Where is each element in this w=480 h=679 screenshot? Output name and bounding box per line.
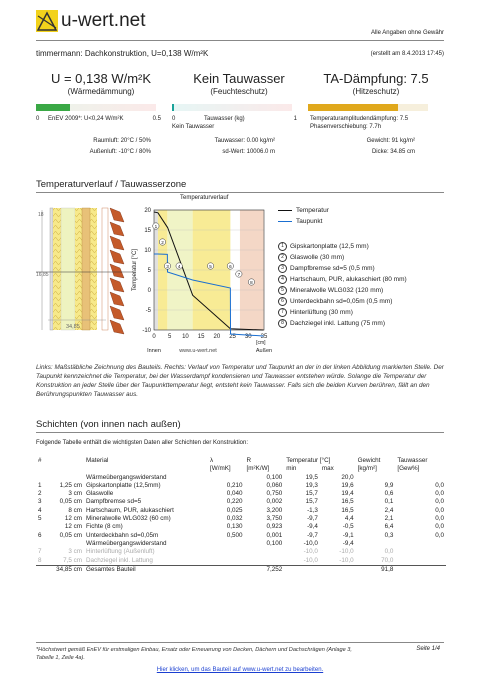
table-cell-lambda: 0,210 <box>226 481 243 489</box>
layers-table <box>36 457 446 574</box>
table-header-row <box>36 457 446 465</box>
x-tick-label: 0 <box>152 334 156 340</box>
layer-legend <box>278 241 448 329</box>
dim-bottom: 34,85 <box>66 324 80 330</box>
table-cell-n: 8 <box>38 556 42 564</box>
metric-u-sub: (Wärmedämmung) <box>67 87 135 96</box>
roof-tile <box>110 222 124 236</box>
total-cell: 34,85 cm <box>48 565 84 574</box>
table-cell-r: 0,100 <box>266 539 283 547</box>
legend-layer-item <box>278 296 448 307</box>
table-cell-w: 6,4 <box>384 523 394 531</box>
table-cell-mat: Hartschaum, PUR, alukaschiert <box>86 506 174 514</box>
info-gewicht: Gewicht: 91 kg/m² <box>366 138 415 144</box>
th-min: min <box>286 465 297 473</box>
roof-tile <box>110 250 124 264</box>
table-cell-min: -10,0 <box>303 539 318 547</box>
legend-layer-label: Dampfbremse sd=5 (0,5 mm) <box>290 265 375 272</box>
y-axis-label: Temperatur [°C] <box>132 248 138 292</box>
tau-scale <box>172 104 292 111</box>
table-cell-min: -9,4 <box>307 523 318 531</box>
table-cell-lambda: 0,032 <box>226 515 243 523</box>
table-cell-max: -0,5 <box>342 523 354 531</box>
x-tick-label: 25 <box>229 334 236 340</box>
table-cell-r: 3,750 <box>266 515 283 523</box>
doc-title: timmermann: Dachkonstruktion, U=0,138 W/m²K <box>36 49 209 58</box>
table-cell-r: 0,002 <box>266 498 283 506</box>
table-cell-thick: 12 cm <box>64 515 82 523</box>
th-weight: Gewicht <box>357 457 381 464</box>
th-tau-unit: [Gew%] <box>397 465 420 473</box>
table-cell-r: 0,923 <box>266 523 283 531</box>
legend-layer-number: 7 <box>278 308 287 317</box>
layer-marker-number: 3 <box>166 263 169 269</box>
table-row <box>36 474 446 482</box>
table-cell-n: 1 <box>38 481 42 489</box>
table-cell-n: 5 <box>38 515 42 523</box>
metric-ta-value: TA-Dämpfung: 7.5 <box>323 71 429 86</box>
table-cell-r: 3,200 <box>266 506 283 514</box>
table-cell-lambda: 0,130 <box>226 523 243 531</box>
table-cell-w: 0,3 <box>384 531 394 539</box>
legend-layer-label: Dachziegel inkl. Lattung (75 mm) <box>290 320 386 327</box>
table-cell-w: 70,0 <box>381 556 394 564</box>
table-row <box>36 557 446 566</box>
table-cell-w: 0,0 <box>384 548 394 556</box>
roof-tiles <box>110 208 124 334</box>
chart-title: Temperaturverlauf <box>180 195 229 201</box>
total-cell <box>284 565 320 574</box>
tau-scale-min: 0 <box>172 116 176 122</box>
legend-taupunkt <box>278 216 448 227</box>
table-cell-thick: 3 cm <box>68 548 82 556</box>
table-cell-mat: Fichte (8 cm) <box>86 523 123 531</box>
table-cell-r: 0,100 <box>266 473 283 481</box>
table-cell-lambda: 0,025 <box>226 506 243 514</box>
table-cell-thick <box>48 474 84 482</box>
legend-layer-item <box>278 252 448 263</box>
tau-scale-labels <box>172 116 297 122</box>
layer-marker-number: 2 <box>161 239 164 245</box>
ta-scale-fill <box>308 104 398 111</box>
legend-layer-label: Glaswolle (30 mm) <box>290 254 345 261</box>
legend-layer-item <box>278 241 448 252</box>
footnote: *Höchstwert gemäß EnEV für erstmaligen Einbau, Ersatz oder Erneuerung von Decken, Dächern und Dachschrägen (Anlage 3, Tabelle 1, Zeile 4a). <box>36 647 352 661</box>
x-tick-label: 30 <box>244 334 252 340</box>
table-cell-lambda <box>208 557 245 566</box>
table-cell-thick <box>48 540 84 548</box>
x-label-aussen: Außen <box>255 348 273 354</box>
table-cell-min: 19,3 <box>305 481 318 489</box>
legend-layer-number: 6 <box>278 297 287 306</box>
table-cell-w: 2,4 <box>384 506 394 514</box>
table-cell-n <box>36 474 48 482</box>
header-divider <box>36 40 444 41</box>
legend-layer-number: 4 <box>278 275 287 284</box>
th-lambda-unit: [W/mK] <box>210 465 231 473</box>
logo-text: u-wert.net <box>61 10 146 31</box>
layer-marker-number: 5 <box>209 263 212 269</box>
table-total-row <box>36 565 446 574</box>
table-cell-mat: Unterdeckbahn sd=0,05m <box>86 531 159 539</box>
chart-caption: Links: Maßstäbliche Zeichnung des Bauteils. Rechts: Verlauf von Temperatur und Taupunkt an der in der linken Abbildung markierten Stelle. Der Taupunkt kennzeichnet die Temperatur, bei der Wasserdampf kondensieren und Tauwasser entstehen würde. Solange die Temperatur der Konstruktion an jeder Stelle über der Taupunkttemperatur liegt, entsteht kein Tauwasser. Falls sich die beiden Kurven berühren, fällt an den Berührungspunkten Tauwasser aus. <box>36 364 444 398</box>
table-cell-tw: 0,0 <box>435 490 444 498</box>
page-number: Seite 1/4 <box>416 646 440 652</box>
info-tauwasser: Tauwasser: 0.00 kg/m² <box>214 138 275 144</box>
th-max: max <box>321 465 334 473</box>
table-cell-n: 7 <box>38 548 42 556</box>
total-cell: 91,8 <box>356 565 396 574</box>
tau-scale-fill <box>172 104 174 111</box>
legend-layer-item <box>278 307 448 318</box>
table-cell-w: 0,1 <box>384 498 394 506</box>
roof-section <box>50 208 108 330</box>
legend-layer-number: 2 <box>278 253 287 262</box>
table-cell-r: 0,001 <box>266 531 283 539</box>
u-scale-enev: EnEV 2009*: U<0,24 W/m²K <box>48 116 124 122</box>
roof-tile <box>110 292 124 306</box>
table-cell-max: -10,0 <box>339 548 354 556</box>
table-cell-lambda <box>208 548 245 556</box>
table-cell-tw <box>395 474 446 482</box>
x-label-innen: Innen <box>147 348 161 354</box>
table-cell-max: -9,1 <box>342 531 354 539</box>
section-title-temp: Temperaturverlauf / Tauwasserzone <box>36 179 187 190</box>
roof-tile <box>110 306 124 320</box>
table-cell-w: 2,1 <box>384 515 394 523</box>
metric-u <box>36 71 166 96</box>
legend-layer-label: Gipskartonplatte (12,5 mm) <box>290 243 369 250</box>
logo <box>36 10 206 38</box>
u-scale-fill <box>36 104 70 111</box>
table-cell-min: -9,7 <box>307 515 318 523</box>
info-aussenluft: Außenluft: -10°C / 80% <box>89 149 151 155</box>
x-tick-label: 35 <box>260 334 268 340</box>
tau-scale-max: 1 <box>293 116 297 122</box>
logo-icon <box>36 10 58 32</box>
info-sdwert: sd-Wert: 10006.0 m <box>222 149 275 155</box>
legend-taupunkt-label: Taupunkt <box>296 218 323 225</box>
section-divider-2 <box>36 432 444 433</box>
total-cell: 7,252 <box>245 565 285 574</box>
info-raumluft: Raumluft: 20°C / 50% <box>93 138 151 144</box>
table-cell-max: 16,5 <box>341 506 354 514</box>
table-cell-thick: 7,5 cm <box>63 556 82 564</box>
roof-tile <box>110 208 124 222</box>
x-tick-label: 10 <box>182 334 189 340</box>
table-cell-tw: 0,0 <box>435 515 444 523</box>
legend-layer-number: 1 <box>278 242 287 251</box>
legend-layer-item <box>278 318 448 329</box>
table-cell-lambda: 0,040 <box>226 490 243 498</box>
table-cell-tw: 0,0 <box>435 481 444 489</box>
legend-temperatur-label: Temperatur <box>296 207 329 214</box>
table-cell-max: 19,6 <box>341 481 354 489</box>
table-cell-n <box>36 540 48 548</box>
table-cell-min: 15,7 <box>305 498 318 506</box>
legend-layer-label: Hartschaum, PUR, alukaschiert (80 mm) <box>290 276 407 283</box>
table-row <box>36 515 446 523</box>
metric-tau <box>174 71 304 96</box>
table-cell-tw: 0,0 <box>435 506 444 514</box>
u-scale-labels <box>36 116 161 122</box>
y-tick-label: 0 <box>147 288 151 294</box>
total-cell <box>320 565 356 574</box>
table-cell-n: 2 <box>38 490 42 498</box>
table-cell-r: 0,060 <box>266 481 283 489</box>
table-cell-lambda <box>208 474 245 482</box>
table-cell-mat: Mineralwolle WLG032 (60 cm) <box>86 515 171 523</box>
metric-u-value: U = 0,138 W/m²K <box>50 71 152 86</box>
table-cell-mat: Dachziegel inkl. Lattung <box>86 556 153 564</box>
y-tick-label: -10 <box>142 328 151 334</box>
footer-divider <box>36 642 444 643</box>
legend-layer-number: 3 <box>278 264 287 273</box>
doc-created: (erstellt am 8.4.2013 17:45) <box>370 51 444 57</box>
th-material: Material <box>86 457 109 464</box>
table-cell-r <box>245 548 285 556</box>
table-cell-thick: 1,25 cm <box>59 481 82 489</box>
legend-layer-item <box>278 274 448 285</box>
u-scale-min: 0 <box>36 116 40 122</box>
chart-watermark: www.u-wert.net <box>179 348 217 354</box>
y-tick-label: 10 <box>144 248 151 254</box>
table-row <box>36 490 446 498</box>
table-row <box>36 507 446 515</box>
th-lambda: λ <box>210 457 214 464</box>
u-scale <box>36 104 156 111</box>
edit-link[interactable]: Hier klicken, um das Bauteil auf www.u-wert.net zu bearbeiten. <box>156 667 324 673</box>
table-cell-thick: 8 cm <box>68 506 82 514</box>
table-cell-tw <box>395 540 446 548</box>
table-cell-max: 16,5 <box>341 498 354 506</box>
table-cell-max: 20,0 <box>341 473 354 481</box>
layer-marker-number: 4 <box>177 263 181 269</box>
table-cell-w: 9,9 <box>384 481 394 489</box>
roof-tile <box>110 264 124 278</box>
table-cell-tw: 0,0 <box>435 523 444 531</box>
th-tau: Tauwasser <box>397 457 428 464</box>
total-cell <box>395 565 446 574</box>
table-cell-max: 4,4 <box>344 515 354 523</box>
dim-top: 18 <box>38 212 44 218</box>
th-r: R <box>246 457 252 464</box>
table-row <box>36 532 446 540</box>
table-cell-n: 4 <box>38 506 42 514</box>
roof-tile <box>110 278 124 292</box>
ta-phase: Phasenverschiebung: 7.7h <box>310 124 382 130</box>
table-cell-lambda <box>208 540 245 548</box>
table-row <box>36 523 446 531</box>
table-cell-tw <box>395 557 446 566</box>
y-tick-label: 15 <box>144 228 151 234</box>
table-row <box>36 540 446 548</box>
chart-legend <box>278 205 448 329</box>
legend-layer-number: 8 <box>278 319 287 328</box>
table-cell-mat: Wärmeübergangswiderstand <box>86 539 167 547</box>
temperature-chart <box>130 200 275 360</box>
table-cell-min: -10,0 <box>303 548 318 556</box>
table-cell-max: -9,4 <box>342 539 354 547</box>
table-row <box>36 482 446 490</box>
table-cell-w <box>356 474 396 482</box>
legend-layer-label: Unterdeckbahn sd=0,05m (0,5 mm) <box>290 298 393 305</box>
table-cell-thick: 0,05 cm <box>59 498 82 506</box>
layer-marker-number: 1 <box>154 223 158 229</box>
total-cell: Gesamtes Bauteil <box>84 565 208 574</box>
th-temp: Temperatur [°C] <box>286 457 331 464</box>
u-scale-max: 0.5 <box>152 116 161 122</box>
table-cell-mat: Dampfbremse sd=5 <box>86 498 142 506</box>
table-unit-row <box>36 465 446 473</box>
layers-intro: Folgende Tabelle enthält die wichtigsten Daten aller Schichten der Konstruktion: <box>36 440 249 446</box>
table-row <box>36 548 446 556</box>
th-num: # <box>38 457 42 464</box>
legend-layer-label: Mineralwolle WLG032 (120 mm) <box>290 287 384 294</box>
table-cell-min: 19,5 <box>305 473 318 481</box>
table-cell-w <box>356 540 396 548</box>
table-cell-min: -1,3 <box>307 506 318 514</box>
x-tick-label: 20 <box>213 334 221 340</box>
table-cell-min: -9,7 <box>307 531 318 539</box>
table-cell-mat: Wärmeübergangswiderstand <box>86 473 167 481</box>
table-cell-mat: Hinterlüftung (Außenluft) <box>86 548 155 556</box>
x-tick-label: 5 <box>168 334 172 340</box>
table-cell-lambda: 0,220 <box>226 498 243 506</box>
table-cell-max: 19,4 <box>341 490 354 498</box>
table-cell-tw: 0,0 <box>435 531 444 539</box>
x-axis-unit: [cm] <box>256 340 266 346</box>
info-dicke: Dicke: 34.85 cm <box>371 149 415 155</box>
legend-layer-item <box>278 285 448 296</box>
legend-layer-label: Hinterlüftung (30 mm) <box>290 309 353 316</box>
y-tick-label: -5 <box>145 308 151 314</box>
metric-tau-value: Kein Tauwasser <box>193 71 285 86</box>
x-tick-label: 15 <box>197 334 205 340</box>
table-cell-thick: 3 cm <box>68 490 82 498</box>
th-weight-unit: [kg/m²] <box>357 465 377 473</box>
table-cell-lambda: 0,500 <box>226 531 243 539</box>
table-cell-n: 6 <box>38 531 42 539</box>
total-cell <box>208 565 245 574</box>
legend-temperatur <box>278 205 448 216</box>
legend-layer-number: 5 <box>278 286 287 295</box>
y-tick-label: 20 <box>144 208 151 214</box>
y-tick-label: 5 <box>147 268 151 274</box>
metric-tau-sub: (Feuchteschutz) <box>210 87 268 96</box>
legend-layer-item <box>278 263 448 274</box>
total-cell <box>36 565 48 574</box>
layer-marker-number: 8 <box>250 279 253 285</box>
table-cell-n <box>36 523 48 531</box>
disclaimer: Alle Angaben ohne Gewähr <box>370 30 444 36</box>
table-cell-mat: Glaswolle <box>86 490 114 498</box>
dim-mid: 16,85 <box>36 272 49 278</box>
roof-tile <box>110 236 124 250</box>
layer-marker-number: 6 <box>229 263 232 269</box>
table-cell-thick: 0,05 cm <box>59 531 82 539</box>
metric-ta <box>306 71 446 96</box>
section-divider-1 <box>36 192 444 193</box>
layer-marker-number: 7 <box>237 271 241 277</box>
table-cell-max: -10,0 <box>339 556 354 564</box>
table-cell-w: 0,6 <box>384 490 394 498</box>
metric-ta-sub: (Hitzeschutz) <box>352 87 400 96</box>
tau-scale-unit: Tauwasser (kg) <box>204 116 245 122</box>
table-cell-min: 15,7 <box>305 490 318 498</box>
th-r-unit: [m²K/W] <box>246 465 270 473</box>
section-title-layers: Schichten (von innen nach außen) <box>36 419 181 430</box>
table-cell-mat: Gipskartonplatte (12,5mm) <box>86 481 161 489</box>
ta-scale <box>308 104 428 111</box>
table-cell-thick: 12 cm <box>64 523 82 531</box>
table-cell-tw: 0,0 <box>435 498 444 506</box>
table-cell-r <box>245 557 285 566</box>
ta-amplitude: Temperaturamplitudendämpfung: 7.5 <box>310 116 409 122</box>
tau-scale-note: Kein Tauwasser <box>172 124 215 130</box>
table-cell-min: -10,0 <box>303 556 318 564</box>
roof-tile <box>110 320 124 334</box>
table-cell-tw <box>395 548 446 556</box>
table-row <box>36 498 446 506</box>
table-cell-n: 3 <box>38 498 42 506</box>
table-cell-r: 0,750 <box>266 490 283 498</box>
